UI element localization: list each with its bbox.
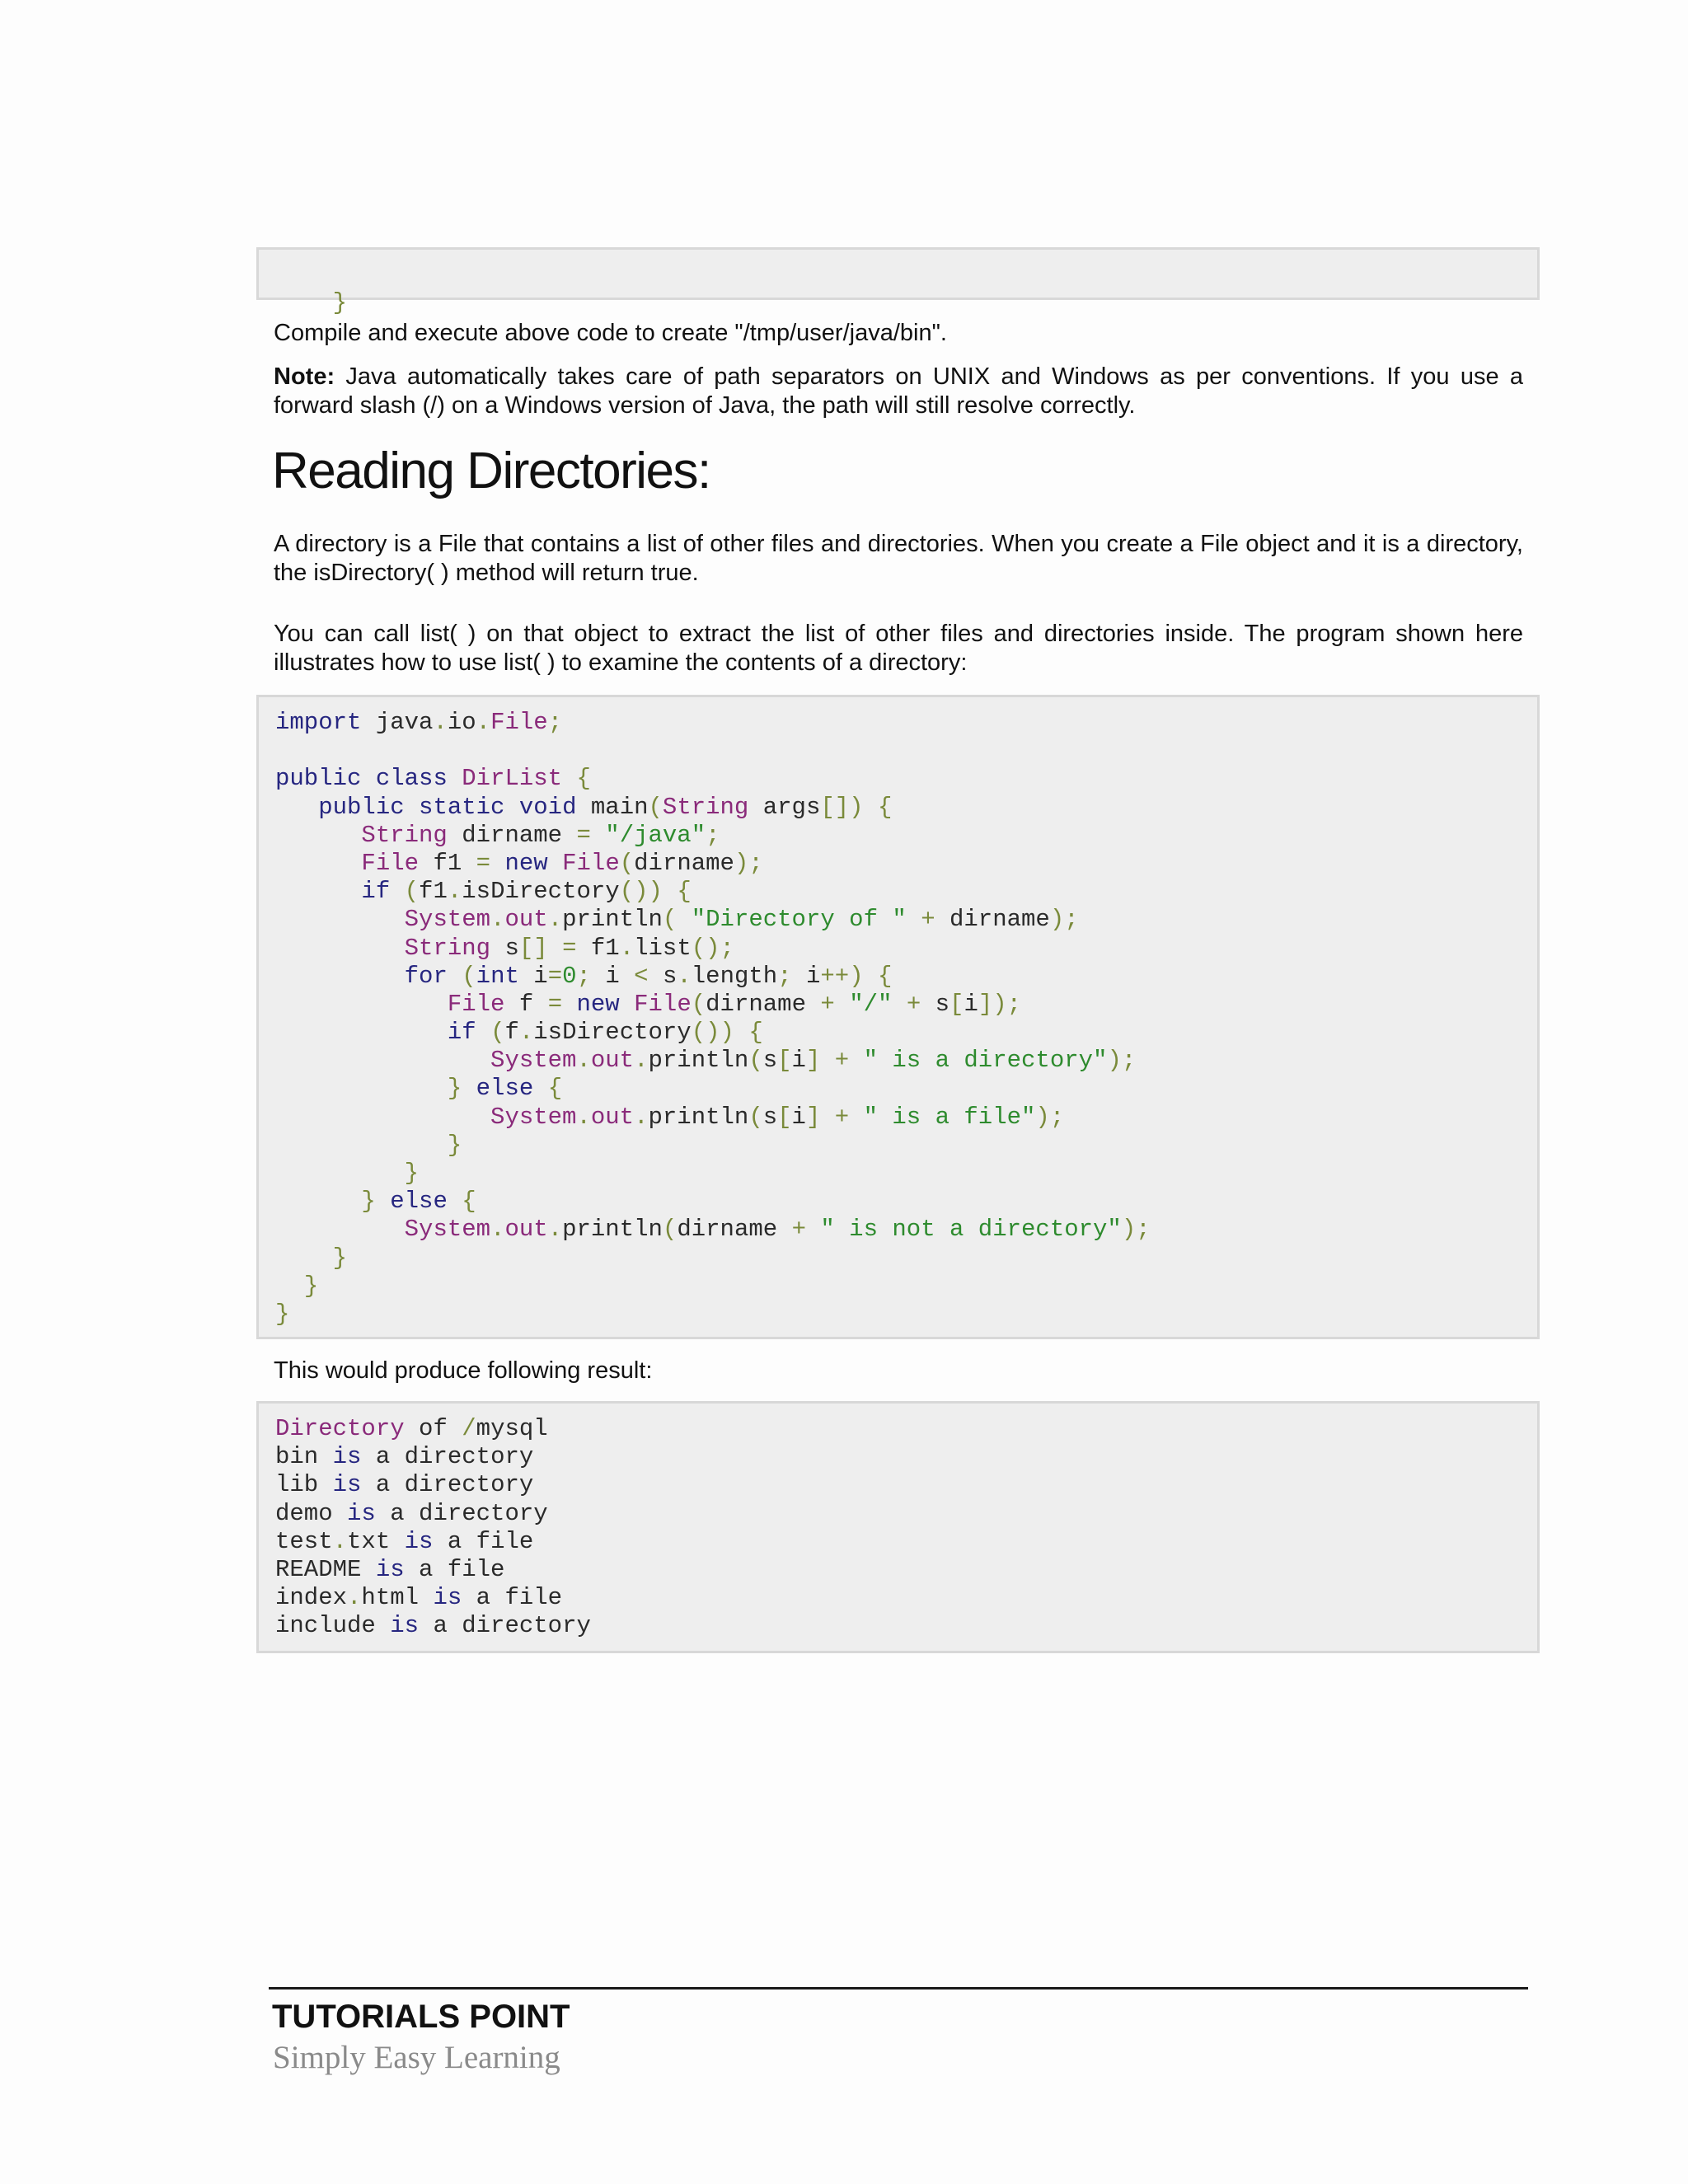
- code-token: .: [547, 906, 563, 934]
- code-token: ]);: [978, 990, 1022, 1018]
- code-token: ]: [805, 1103, 821, 1131]
- code-token: println: [648, 1047, 749, 1075]
- code-token: [275, 878, 361, 905]
- paragraph-result: This would produce following result:: [274, 1357, 653, 1384]
- code-token: s: [921, 990, 950, 1018]
- code-token: println: [562, 1216, 663, 1244]
- code-token: println: [562, 906, 663, 934]
- code-token: [476, 1019, 490, 1046]
- code-token: mysql: [476, 1415, 548, 1442]
- code-token: [734, 1019, 748, 1046]
- code-line: [275, 991, 1537, 1019]
- code-token: [275, 1075, 448, 1102]
- code-token: System: [490, 1047, 577, 1075]
- code-token: [448, 765, 462, 792]
- code-token: println: [648, 1103, 749, 1131]
- output-line: [275, 1500, 1537, 1528]
- code-line: [275, 1272, 1537, 1301]
- code-token: [376, 1188, 390, 1215]
- code-token: []): [820, 793, 864, 821]
- code-snippet-tail: [256, 247, 1540, 317]
- code-token: dirname: [634, 849, 734, 877]
- code-token: (: [662, 1216, 678, 1244]
- code-token: static: [419, 793, 505, 821]
- code-token: for: [404, 962, 448, 990]
- code-token: {: [576, 765, 591, 793]
- code-token: is: [332, 1471, 362, 1499]
- code-token: io: [447, 709, 476, 736]
- code-token: [864, 963, 878, 990]
- code-token: );: [1049, 906, 1079, 934]
- code-token: public: [275, 765, 362, 793]
- code-line: [275, 1216, 1537, 1244]
- code-token: else: [476, 1075, 534, 1103]
- output-line: [275, 1471, 1537, 1499]
- code-line: [275, 1075, 1537, 1103]
- code-token: .: [576, 1103, 591, 1131]
- code-token: File: [447, 990, 505, 1018]
- code-token: .: [576, 1047, 591, 1075]
- paragraph-directory: A directory is a File that contains a list of other files and directories. When you create a File object and it is a directory, the isDirectory( ) method will return true.: [274, 531, 1523, 586]
- code-token: [275, 850, 361, 877]
- code-line: [275, 1188, 1537, 1216]
- code-token: (: [490, 1019, 505, 1047]
- code-token: import: [275, 709, 362, 736]
- code-token: DirList: [462, 765, 563, 793]
- code-token: of: [404, 1415, 462, 1442]
- code-token: []: [518, 934, 548, 962]
- code-token: (: [748, 1103, 763, 1131]
- code-token: );: [1107, 1047, 1137, 1075]
- code-token: [: [777, 1103, 792, 1131]
- code-token: isDirectory: [462, 878, 620, 906]
- code-token: );: [1035, 1103, 1065, 1131]
- code-token: +: [820, 990, 835, 1018]
- code-token: [275, 822, 361, 849]
- code-token: [806, 1216, 820, 1243]
- output-line: [275, 1612, 1537, 1640]
- code-token: [820, 1047, 834, 1074]
- code-token: new: [504, 849, 548, 877]
- code-token: index: [275, 1584, 348, 1612]
- code-token: is: [347, 1499, 376, 1527]
- code-line: [275, 1019, 1537, 1047]
- code-token: out: [504, 1216, 548, 1244]
- code-token: out: [590, 1047, 635, 1075]
- code-token: +: [791, 1216, 806, 1244]
- code-token: out: [590, 1103, 635, 1131]
- code-token: s: [648, 962, 678, 990]
- code-line: [275, 1132, 1537, 1160]
- code-token: [275, 1272, 304, 1300]
- code-token: {: [877, 793, 893, 821]
- note-paragraph: [274, 363, 1523, 420]
- code-token: dirname: [706, 990, 821, 1018]
- code-token: [448, 1188, 462, 1215]
- footer-divider: [269, 1987, 1528, 1990]
- footer-tagline: Simply Easy Learning: [273, 2040, 560, 2075]
- code-token: String: [361, 821, 448, 849]
- code-token: [504, 794, 518, 821]
- code-token: (: [662, 906, 678, 934]
- code-token: [864, 794, 878, 821]
- code-token: +: [834, 1047, 850, 1075]
- code-token: .: [332, 1527, 348, 1555]
- code-token: }: [361, 1188, 376, 1216]
- code-token: lib: [275, 1471, 333, 1499]
- code-token: String: [662, 793, 749, 821]
- code-token: +: [834, 1103, 850, 1131]
- code-token: =: [562, 934, 577, 962]
- code-token: {: [547, 1075, 563, 1103]
- code-token: f: [504, 990, 548, 1018]
- code-token: File: [361, 849, 420, 877]
- code-token: {: [462, 1188, 476, 1216]
- code-token: [562, 765, 576, 792]
- code-token: System: [490, 1103, 577, 1131]
- code-token: ()): [619, 878, 663, 906]
- code-token: s: [762, 1103, 778, 1131]
- code-token: a file: [404, 1555, 505, 1583]
- code-token: bin: [275, 1443, 333, 1471]
- code-token: " is not a directory": [820, 1216, 1122, 1244]
- code-token: "/": [849, 990, 893, 1018]
- code-token: System: [404, 906, 491, 934]
- code-line: [275, 935, 1537, 963]
- code-token: [: [777, 1047, 792, 1075]
- code-token: " is a directory": [863, 1047, 1108, 1075]
- code-token: =: [547, 990, 563, 1018]
- code-token: demo: [275, 1499, 348, 1527]
- code-token: ();: [691, 934, 734, 962]
- code-line: [275, 1244, 1537, 1272]
- code-token: class: [375, 765, 448, 793]
- code-token: .: [677, 962, 692, 990]
- code-token: a directory: [419, 1612, 591, 1640]
- code-token: [275, 1216, 405, 1243]
- code-token: list: [634, 934, 692, 962]
- code-token: " is a file": [863, 1103, 1036, 1131]
- code-token: f1: [419, 878, 448, 906]
- code-token: (: [748, 1047, 763, 1075]
- code-token: Directory: [275, 1415, 405, 1442]
- code-token: main: [576, 793, 649, 821]
- code-token: .: [547, 1216, 563, 1244]
- code-token: void: [518, 793, 577, 821]
- code-token: {: [677, 878, 692, 906]
- code-token: java: [361, 709, 434, 736]
- code-token: [448, 963, 462, 990]
- code-token: /: [462, 1415, 476, 1442]
- output-line: [275, 1584, 1537, 1612]
- note-label: Note:: [274, 363, 335, 390]
- code-token: ++): [820, 962, 864, 990]
- code-token: String: [404, 934, 491, 962]
- code-token: s: [762, 1047, 778, 1075]
- code-token: i: [590, 962, 635, 990]
- code-token: a directory: [375, 1499, 548, 1527]
- code-token: [892, 991, 906, 1018]
- code-token: s: [490, 934, 519, 962]
- code-line: [275, 1047, 1537, 1075]
- code-token: [620, 991, 634, 1018]
- code-token: length: [691, 962, 778, 990]
- code-token: new: [576, 990, 620, 1018]
- code-token: .: [490, 906, 505, 934]
- code-token: (: [648, 793, 663, 821]
- code-token: .: [490, 1216, 505, 1244]
- code-token: txt: [347, 1527, 405, 1555]
- output-block: [256, 1401, 1540, 1653]
- code-token: (: [691, 990, 706, 1018]
- code-token: [275, 906, 405, 933]
- code-line: [275, 878, 1537, 906]
- code-token: [490, 850, 504, 877]
- code-token: [275, 963, 405, 990]
- code-token: =: [576, 821, 591, 849]
- code-token: [849, 1104, 863, 1131]
- code-token: "/java": [605, 821, 706, 849]
- closing-brace: }: [332, 289, 348, 317]
- code-token: .: [347, 1584, 362, 1612]
- code-token: [907, 906, 921, 933]
- code-token: public: [318, 793, 405, 821]
- code-token: +: [906, 990, 921, 1018]
- code-token: is: [404, 1527, 434, 1555]
- code-token: [835, 991, 849, 1018]
- code-token: }: [447, 1131, 462, 1159]
- code-token: i: [791, 1047, 806, 1075]
- code-token: 0: [562, 962, 577, 990]
- code-token: ;: [777, 962, 792, 990]
- code-block-dirlist: [256, 695, 1540, 1339]
- code-token: "Directory of ": [691, 906, 907, 934]
- code-line: [275, 709, 1537, 737]
- code-token: [275, 1047, 490, 1074]
- code-token: args: [748, 793, 821, 821]
- code-token: out: [504, 906, 548, 934]
- code-token: int: [476, 962, 519, 990]
- code-token: f1: [576, 934, 620, 962]
- code-token: README: [275, 1555, 376, 1583]
- code-token: dirname: [935, 906, 1050, 934]
- code-token: (: [462, 962, 476, 990]
- code-token: [820, 1104, 834, 1131]
- note-text: Java automatically takes care of path separators on UNIX and Windows as per conventions. If you use a forward slash (/) on a Windows version of Java, the path will still resolve correctly.: [274, 363, 1523, 419]
- code-token: [275, 1244, 333, 1272]
- code-token: [591, 822, 605, 849]
- code-token: }: [303, 1272, 319, 1300]
- code-token: );: [1121, 1216, 1151, 1244]
- output-line: [275, 1528, 1537, 1556]
- code-token: ]: [805, 1047, 821, 1075]
- output-line: [275, 1556, 1537, 1584]
- code-token: {: [878, 962, 893, 990]
- code-token: ;: [706, 821, 720, 849]
- code-token: .: [619, 934, 635, 962]
- code-token: File: [634, 990, 692, 1018]
- code-token: (: [404, 878, 420, 906]
- code-token: [361, 765, 375, 792]
- code-token: [275, 1132, 448, 1159]
- code-line: [275, 794, 1537, 822]
- code-token: }: [447, 1075, 462, 1103]
- code-token: [548, 850, 562, 877]
- code-token: [: [950, 990, 964, 1018]
- code-token: =: [476, 849, 491, 877]
- code-token: [390, 878, 404, 905]
- code-token: if: [447, 1019, 476, 1047]
- code-token: i: [791, 962, 821, 990]
- code-token: dirname: [677, 1216, 792, 1244]
- code-token: [562, 991, 576, 1018]
- code-line: [275, 850, 1537, 878]
- code-token: is: [390, 1612, 420, 1640]
- code-token: [663, 878, 677, 905]
- code-token: i: [518, 962, 548, 990]
- code-token: [275, 1188, 361, 1215]
- code-line: [275, 737, 1537, 765]
- code-line: [275, 963, 1537, 991]
- code-token: [275, 794, 318, 821]
- code-token: [275, 1104, 490, 1131]
- code-token: System: [404, 1216, 491, 1244]
- code-token: .: [476, 709, 491, 736]
- code-line: [275, 822, 1537, 850]
- code-token: .: [518, 1019, 534, 1047]
- code-token: [462, 1075, 476, 1102]
- code-token: [405, 794, 419, 821]
- code-token: .: [433, 709, 448, 736]
- output-line: [275, 1443, 1537, 1471]
- code-token: .: [634, 1047, 649, 1075]
- code-token: is: [375, 1555, 405, 1583]
- output-line: [275, 1415, 1537, 1443]
- code-token: [275, 1160, 405, 1187]
- code-token: File: [490, 709, 548, 736]
- code-line: [275, 906, 1537, 934]
- code-token: dirname: [447, 821, 577, 849]
- code-token: i: [964, 990, 978, 1018]
- code-token: [533, 1075, 547, 1102]
- code-token: a directory: [361, 1471, 534, 1499]
- code-token: (: [619, 849, 635, 877]
- code-line: [275, 765, 1537, 793]
- code-token: is: [332, 1443, 362, 1471]
- code-token: ()): [691, 1019, 734, 1047]
- code-token: File: [562, 849, 620, 877]
- code-token: else: [390, 1188, 448, 1216]
- code-token: is: [433, 1584, 462, 1612]
- code-token: include: [275, 1612, 391, 1640]
- code-token: =: [547, 962, 563, 990]
- code-token: [677, 906, 691, 933]
- code-token: a file: [433, 1527, 534, 1555]
- code-token: [275, 1019, 448, 1046]
- code-token: i: [791, 1103, 806, 1131]
- code-line: [275, 1104, 1537, 1132]
- code-token: [849, 1047, 863, 1074]
- code-token: }: [332, 1244, 348, 1272]
- code-token: a file: [462, 1584, 563, 1612]
- paragraph-list: You can call list( ) on that object to extract the list of other files and directories inside. The program shown here illustrates how to use list( ) to examine the contents of a directory:: [274, 621, 1523, 676]
- code-token: .: [447, 878, 462, 906]
- footer-brand: TUTORIALS POINT: [272, 1999, 570, 2035]
- code-token: .: [634, 1103, 649, 1131]
- code-token: f: [504, 1019, 519, 1047]
- code-token: ;: [547, 709, 563, 736]
- code-token: test: [275, 1527, 333, 1555]
- code-token: [548, 935, 562, 962]
- code-token: ;: [576, 962, 591, 990]
- code-token: isDirectory: [533, 1019, 692, 1047]
- code-token: {: [748, 1019, 763, 1047]
- code-line: [275, 1301, 1537, 1329]
- code-token: }: [404, 1160, 420, 1187]
- code-token: [275, 991, 448, 1018]
- code-line: [275, 1160, 1537, 1188]
- code-token: f1: [419, 849, 476, 877]
- code-token: <: [634, 962, 649, 990]
- code-token: );: [734, 849, 763, 877]
- code-token: }: [275, 1300, 290, 1328]
- code-token: html: [361, 1584, 434, 1612]
- section-heading: Reading Directories:: [272, 443, 710, 499]
- code-token: a directory: [361, 1443, 534, 1471]
- code-token: if: [361, 878, 391, 906]
- paragraph-compile: Compile and execute above code to create "/tmp/user/java/bin".: [274, 320, 947, 346]
- code-token: +: [921, 906, 935, 934]
- code-token: [275, 935, 405, 962]
